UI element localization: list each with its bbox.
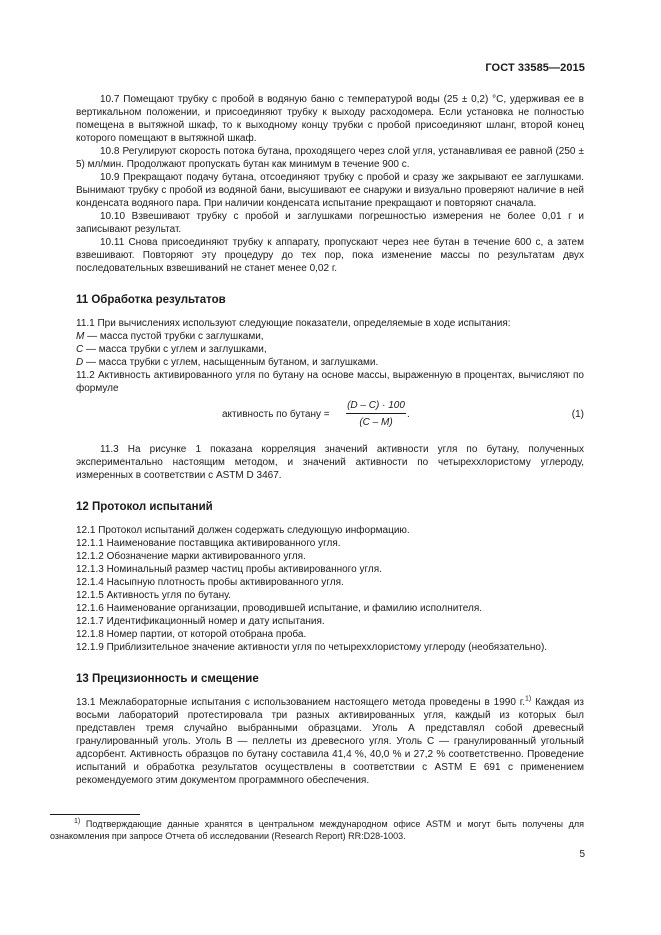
paragraph-10-8 [76, 145, 584, 171]
list-item: 12.1.4 Насыпную плотность пробы активированного угля. [76, 577, 344, 588]
paragraph-text: 11.3 На рисунке 1 показана корреляция значений активности угля по бутану, полученных экспериментально настоящим методом, и значений активности по четыреххлористому углероду, измеренных в соответствии с ASTM D 3467. [76, 444, 584, 481]
document-header: ГОСТ 33585—2015 [485, 62, 585, 74]
paragraph-text: 13.1 Межлабораторные испытания с использованием настоящего метода проведены в 1990 г. [76, 697, 525, 708]
formula-numerator: (D – C) · 100 [346, 399, 406, 414]
paragraph-11-2 [76, 369, 584, 395]
paragraph-text: 10.8 Регулируют скорость потока бутана, проходящего через слой угля, устанавливая ее равной (250 ± 5) мл/мин. Продолжают пропускать бутан как минимум в течение 900 с. [76, 146, 584, 170]
section-12-title: 12 Протокол испытаний [76, 501, 213, 513]
formula-lhs: активность по бутану = [222, 409, 330, 420]
paragraph-text: 10.11 Снова присоединяют трубку к аппарату, пропускают через нее бутан в течение 600 с, а затем взвешивают. Повторяют эту процедуру до тех пор, пока изменение массы по результатам двух последовательных взвешиваний не станет менее 0,02 г. [76, 237, 584, 274]
formula-trail: . [407, 409, 410, 420]
paragraph-text: Каждая из восьми лабораторий протестировала три разных активированных угля, каждый из которых был представлен тремя случайно выбранными образцами. Уголь А представлял собой древесный гранулированный уголь. Уголь В — пеллеты из древесного угля. Уголь С — гранулированный угольный адсорбент. Активность образцов по бутану составила 41,4 %, 40,0 % и 27,2 % соответственно. Проведение испытаний и обработка результатов осуществлены в соответствии с ASTM E 691 с применением рекомендуемого этим документом программного обеспечения. [76, 697, 584, 786]
symbol-d: D [76, 357, 84, 368]
section-13-title: 13 Прецизионность и смещение [76, 673, 259, 685]
list-item: 12.1.7 Идентификационный номер и дату испытания. [76, 616, 325, 627]
paragraph-10-11 [76, 236, 584, 275]
protocol-list [76, 524, 584, 654]
formula-number: (1) [571, 409, 584, 420]
paragraph-text: 10.9 Прекращают подачу бутана, отсоединяют трубку с пробой и сразу же закрывают ее заглушками. Вынимают трубку с пробой из водяной бани, высушивают ее снаружи и визуально проверяют наличие в ней конденсата водяного пара. При наличии конденсата испытание прекращают и повторяют сначала. [76, 172, 584, 209]
list-item: 12.1.2 Обозначение марки активированного угля. [76, 551, 306, 562]
paragraph-text: 11.2 Активность активированного угля по бутану на основе массы, выраженную в процентах, вычисляют по формуле [76, 370, 584, 394]
definition-c [76, 343, 584, 356]
definition-text: — масса пустой трубки с заглушками, [84, 331, 264, 342]
section-11-title: 11 Обработка результатов [76, 294, 226, 306]
paragraph-13-1 [76, 696, 584, 787]
list-item: 12.1.8 Номер партии, от которой отобрана проба. [76, 629, 307, 640]
symbol-m: М [76, 331, 85, 342]
paragraph-text: 11.1 При вычислениях используют следующие показатели, определяемые в ходе испытания: [76, 318, 511, 329]
page-content [76, 93, 584, 787]
footnote [50, 818, 584, 842]
footnote-text: Подтверждающие данные хранятся в центральном международном офисе ASTM и могут быть получены для ознакомления при запросе Отчета об исследовании (Research Report) RR:D28-1003. [50, 819, 584, 841]
definition-m [76, 330, 584, 343]
footnote-divider [50, 814, 140, 815]
list-item: 12.1.1 Наименование поставщика активированного угля. [76, 538, 341, 549]
footnote-mark: 1) [74, 818, 81, 825]
paragraph-text: 10.10 Взвешивают трубку с пробой и заглушками погрешностью измерения не более 0,01 г и записывают результат. [76, 211, 584, 235]
paragraph-11-1 [76, 317, 584, 330]
definition-text: — масса трубки с углем и заглушками, [83, 344, 267, 355]
list-item: 12.1 Протокол испытаний должен содержать следующую информацию. [76, 525, 410, 536]
formula-1 [76, 397, 584, 431]
formula-fraction [346, 399, 406, 429]
paragraph-text: 10.7 Помещают трубку с пробой в водяную баню с температурой воды (25 ± 0,2) °С, удерживая ее в вертикальном положении, и присоединяют трубку к выходу расходомера. Если установка не полностью помещена в вытяжной шкаф, то к выходному концу трубки с пробой присоединяют шланг, второй конец которого помещают в вытяжной шкаф. [76, 94, 584, 144]
formula-denominator: (C – M) [359, 417, 393, 428]
definition-text: — масса трубки с углем, насыщенным бутаном, и заглушками. [83, 357, 379, 368]
list-item: 12.1.9 Приблизительное значение активности угля по четыреххлористому углероду (необязательно). [76, 642, 548, 653]
list-item: 12.1.5 Активность угля по бутану. [76, 590, 231, 601]
symbol-c: С [76, 344, 84, 355]
definition-d [76, 356, 584, 369]
list-item: 12.1.3 Номинальный размер частиц пробы активированного угля. [76, 564, 382, 575]
paragraph-10-10 [76, 210, 584, 236]
paragraph-11-3 [76, 443, 584, 482]
footnote-ref[interactable]: 1) [524, 695, 532, 703]
page-number: 5 [579, 849, 585, 860]
paragraph-10-9 [76, 171, 584, 210]
paragraph-10-7 [76, 93, 584, 145]
list-item: 12.1.6 Наименование организации, проводившей испытание, и фамилию исполнителя. [76, 603, 483, 614]
